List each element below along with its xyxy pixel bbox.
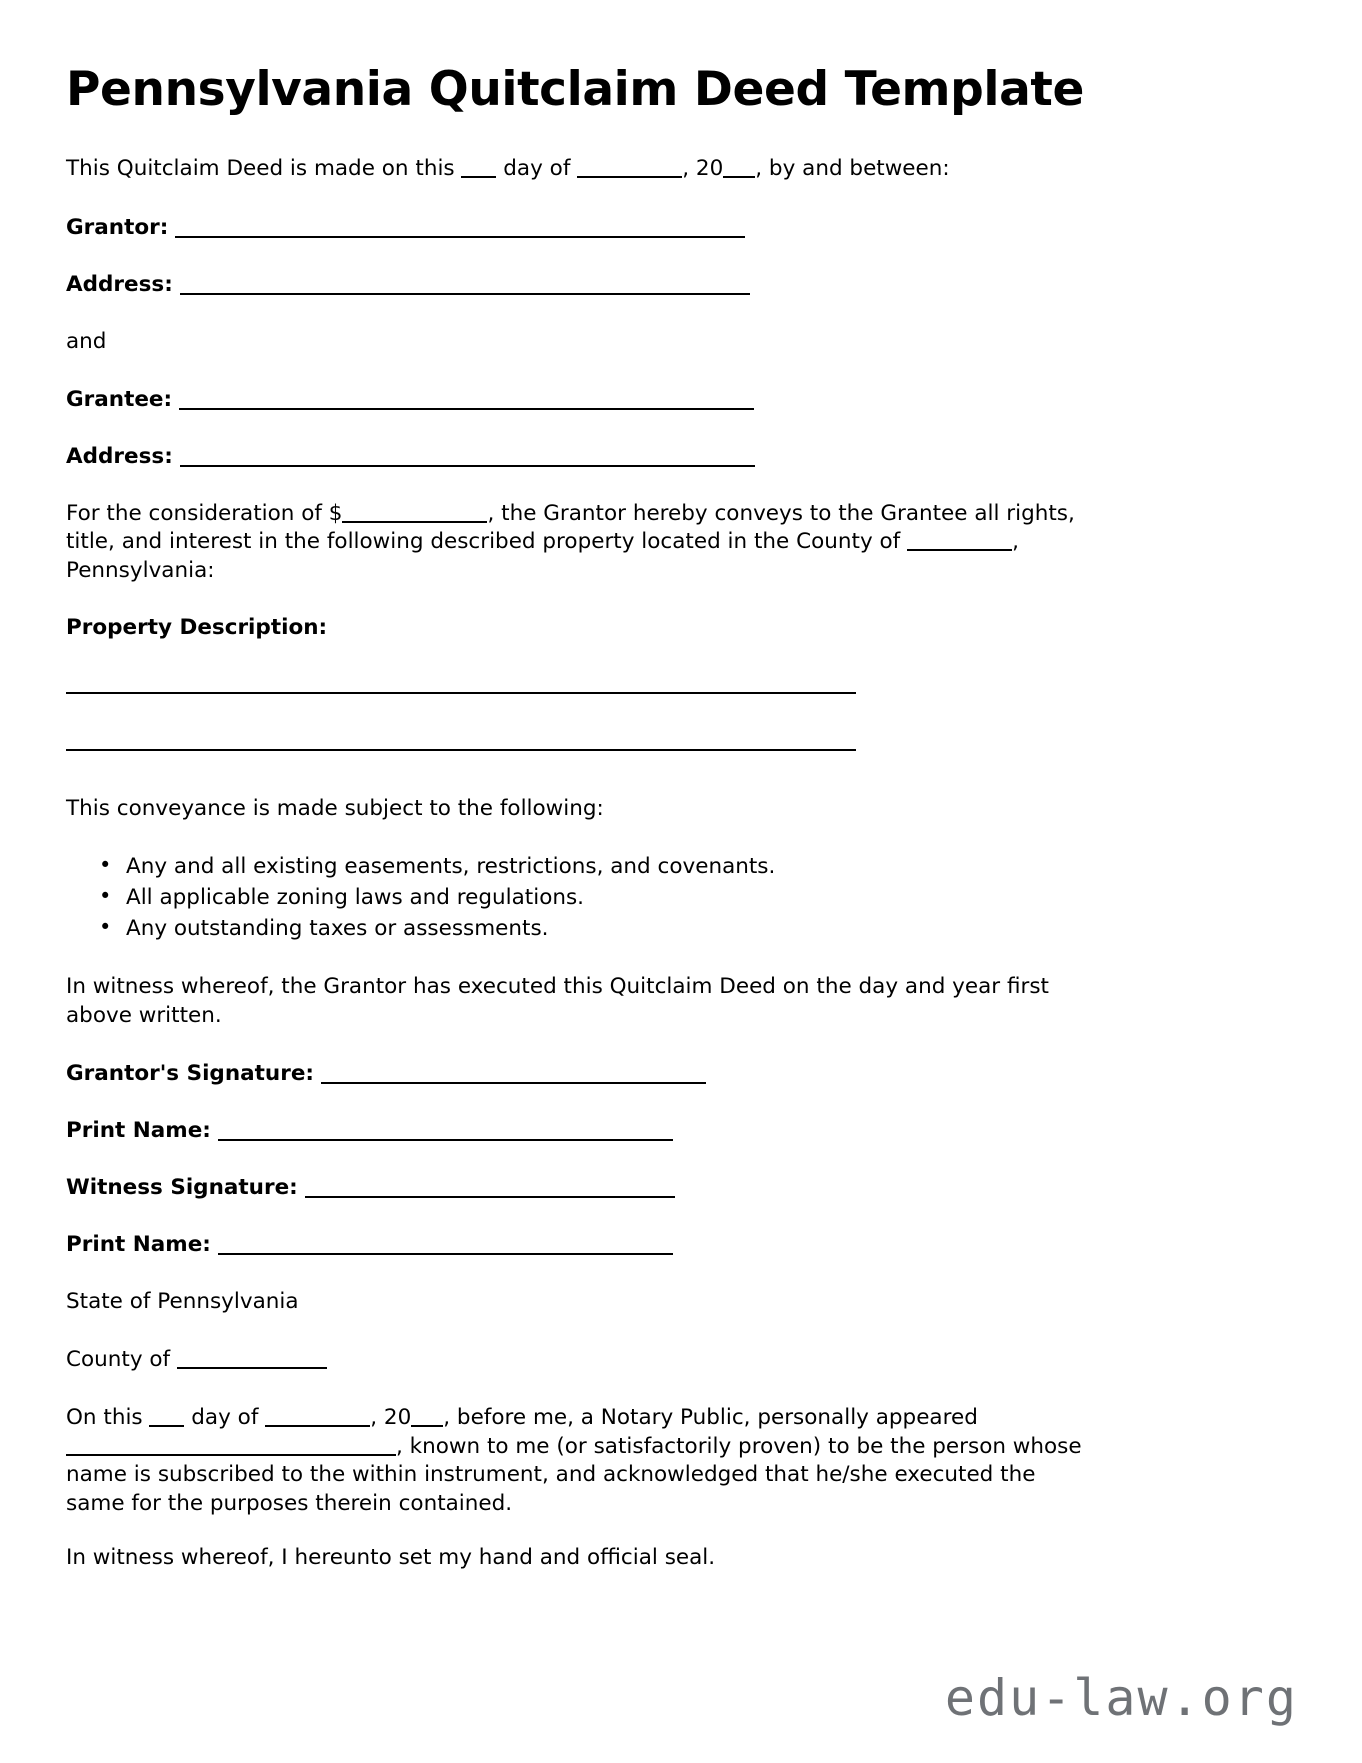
property-description-line-2[interactable] bbox=[66, 749, 856, 751]
grantor-label: Grantor: bbox=[66, 214, 169, 240]
grantor-address-field bbox=[66, 271, 1182, 299]
ack-text-3: , 20 bbox=[370, 1405, 412, 1431]
state-line: State of Pennsylvania bbox=[66, 1288, 299, 1314]
grantor-address-label: Address: bbox=[66, 271, 173, 297]
consideration-text-1: For the consideration of $ bbox=[66, 500, 343, 526]
witness-signature-label: Witness Signature: bbox=[66, 1174, 298, 1200]
notary-year-blank[interactable] bbox=[411, 1411, 443, 1427]
grantor-print-name-field bbox=[66, 1117, 1182, 1145]
spacer bbox=[66, 694, 1182, 749]
witness-statement: In witness whereof, the Grantor has executed this Quitclaim Deed on the day and year first above written. bbox=[66, 974, 1049, 1028]
grantee-address-blank[interactable] bbox=[180, 450, 755, 467]
notary-month-blank[interactable] bbox=[265, 1411, 370, 1427]
consideration-text-2: , the Grantor hereby conveys to the Grantee all rights, title, and interest in the following described property located in the County of bbox=[66, 500, 1075, 555]
site-watermark: edu-law.org bbox=[944, 1669, 1298, 1727]
county-line bbox=[66, 1346, 1096, 1374]
intro-text-3: , 20 bbox=[682, 156, 724, 182]
property-description-label: Property Description: bbox=[66, 615, 328, 641]
ack-text-1: On this bbox=[66, 1405, 150, 1431]
county-label: County of bbox=[66, 1347, 177, 1373]
grantee-address-label: Address: bbox=[66, 444, 173, 470]
witness-print-name-blank[interactable] bbox=[218, 1238, 673, 1255]
list-item: • All applicable zoning laws and regulations. bbox=[126, 884, 1182, 913]
ack-text-5: , known to me (or satisfactorily proven) to be the person whose name is subscribed to the within instrument, and acknowledged that he/she executed the same for the purposes therein contained. bbox=[66, 1433, 1082, 1516]
intro-text-2: day of bbox=[496, 156, 578, 182]
grantor-signature-field bbox=[66, 1060, 1182, 1088]
intro-text-1: This Quitclaim Deed is made on this bbox=[66, 156, 462, 182]
notary-county-blank[interactable] bbox=[177, 1353, 327, 1369]
list-item: • Any and all existing easements, restrictions, and covenants. bbox=[126, 853, 1182, 882]
grantor-print-name-label: Print Name: bbox=[66, 1117, 211, 1143]
conveyance-intro: This conveyance is made subject to the following: bbox=[66, 796, 604, 822]
grantee-label: Grantee: bbox=[66, 387, 173, 413]
witness-print-name-field bbox=[66, 1231, 1182, 1259]
page-title: Pennsylvania Quitclaim Deed Template bbox=[66, 62, 1084, 117]
consideration-amount-blank[interactable] bbox=[342, 507, 487, 523]
consideration-text-3: , Pennsylvania: bbox=[66, 529, 1019, 583]
notary-acknowledgement bbox=[66, 1404, 1096, 1518]
county-blank[interactable] bbox=[907, 535, 1012, 551]
intro-text-4: , by and between: bbox=[755, 156, 950, 182]
grantee-address-field bbox=[66, 443, 1182, 471]
grantor-address-blank[interactable] bbox=[180, 278, 750, 295]
notary-day-blank[interactable] bbox=[149, 1411, 184, 1427]
grantee-blank[interactable] bbox=[179, 393, 754, 410]
day-blank[interactable] bbox=[461, 162, 496, 178]
ack-text-4: , before me, a Notary Public, personally appeared bbox=[443, 1405, 978, 1431]
intro-paragraph bbox=[66, 155, 1096, 183]
list-item: • Any outstanding taxes or assessments. bbox=[126, 915, 1182, 944]
witness-signature-field bbox=[66, 1174, 1182, 1202]
seal-line: In witness whereof, I hereunto set my hand and official seal. bbox=[66, 1544, 716, 1570]
grantee-field bbox=[66, 386, 1182, 414]
ack-text-2: day of bbox=[184, 1405, 266, 1431]
and-text: and bbox=[66, 328, 107, 354]
consideration-paragraph bbox=[66, 500, 1096, 585]
grantor-print-name-blank[interactable] bbox=[218, 1124, 673, 1141]
witness-signature-blank[interactable] bbox=[305, 1181, 675, 1198]
grantor-signature-blank[interactable] bbox=[321, 1067, 706, 1084]
grantor-field bbox=[66, 214, 1182, 242]
witness-print-name-label: Print Name: bbox=[66, 1231, 211, 1257]
conveyance-list bbox=[66, 853, 1182, 943]
grantor-signature-label: Grantor's Signature: bbox=[66, 1060, 315, 1086]
year-blank[interactable] bbox=[723, 162, 755, 178]
notary-person-blank[interactable] bbox=[66, 1440, 396, 1456]
grantor-blank[interactable] bbox=[175, 221, 745, 238]
month-blank[interactable] bbox=[577, 162, 682, 178]
property-description-line-2-wrap bbox=[66, 749, 1182, 751]
